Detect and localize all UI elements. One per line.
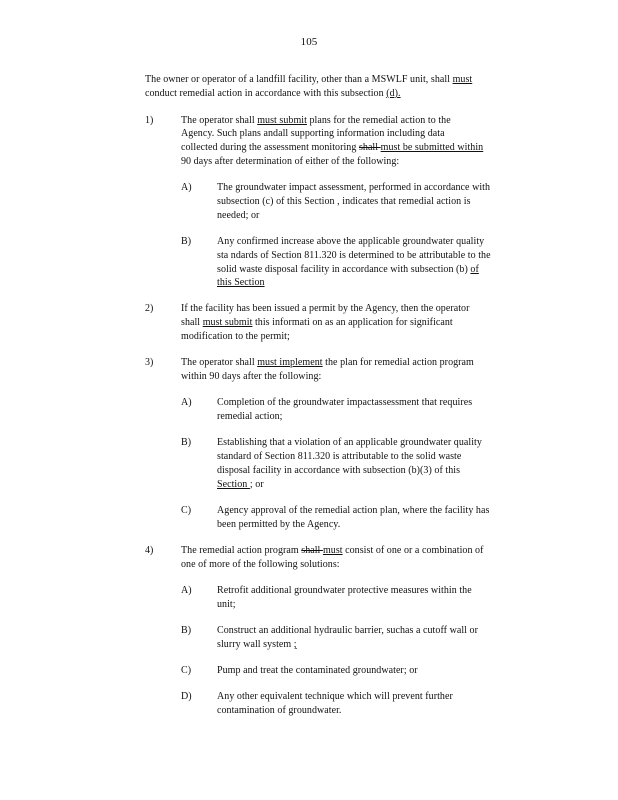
item-1a-line: The groundwater impact assessment, performed in accordance with — [217, 182, 491, 193]
item-1-label: 1) — [145, 115, 154, 126]
deleted-text: shall — [358, 142, 381, 153]
item-4b-line: Construct an additional hydraulic barrier, suchas a cutoff wall or — [217, 625, 478, 636]
item-2-label: 2) — [145, 303, 154, 314]
item-3a-line: Completion of the groundwater impactassessment that requires — [217, 397, 473, 408]
item-1-line — [181, 115, 451, 127]
inserted-text: of — [470, 264, 479, 275]
item-4c-line: Pump and treat the contaminated groundwater; or — [217, 665, 418, 676]
item-4b-label: B) — [181, 625, 192, 636]
item-text: collected during the assessment monitoring — [181, 142, 359, 153]
item-4-label: 4) — [145, 545, 154, 556]
item-3b-line — [217, 479, 264, 491]
item-3-label: 3) — [145, 357, 154, 368]
item-4-line — [181, 545, 483, 557]
item-1-line: 90 days after determination of either of the following: — [181, 156, 400, 167]
item-1a-line: subsection (c) of this Section , indicates that remedial action is — [217, 196, 471, 207]
item-4a-line: unit; — [217, 599, 236, 610]
item-4a-label: A) — [181, 585, 192, 596]
item-3-line — [181, 357, 474, 369]
item-3-line: within 90 days after the following: — [181, 371, 322, 382]
item-text: The operator shall — [181, 357, 258, 368]
item-3b-label: B) — [181, 437, 192, 448]
item-text: plans for the remedial action to the — [306, 115, 451, 126]
item-text: this informati on as an application for significant — [252, 317, 453, 328]
item-4d-line: Any other equivalent technique which will prevent further — [217, 691, 453, 702]
item-1a-label: A) — [181, 182, 192, 193]
item-text: ; or — [249, 479, 264, 490]
item-1b-line: this Section — [217, 277, 265, 288]
inserted-text: ; — [293, 639, 297, 650]
item-3b-line: standard of Section 811.320 is attributable to the solid waste — [217, 451, 462, 462]
item-text: The operator shall — [181, 115, 258, 126]
item-4-line: one of more of the following solutions: — [181, 559, 340, 570]
item-4d-line: contamination of groundwater. — [217, 705, 342, 716]
item-3c-line: been permitted by the Agency. — [217, 519, 341, 530]
item-2-line — [181, 317, 453, 329]
item-1a-line: needed; or — [217, 210, 260, 221]
item-3a-line: remedial action; — [217, 411, 283, 422]
item-1b-line: sta ndards of Section 811.320 is determined to be attributable to the — [217, 250, 491, 261]
inserted-text: must — [452, 74, 473, 85]
item-2-line: modification to the permit; — [181, 331, 290, 342]
item-1b-line — [217, 264, 479, 276]
item-text: the plan for remedial action program — [322, 357, 474, 368]
intro-text: The owner or operator of a landfill facility, other than a MSWLF unit, shall — [145, 74, 453, 85]
item-3b-line: Establishing that a violation of an applicable groundwater quality — [217, 437, 482, 448]
item-3c-line: Agency approval of the remedial action plan, where the facility has — [217, 505, 490, 516]
item-1-line: Agency. Such plans andall supporting information including data — [181, 128, 445, 139]
item-2-line: If the facility has been issued a permit by the Agency, then the operator — [181, 303, 470, 314]
item-text: solid waste disposal facility in accordance with subsection (b) — [217, 264, 471, 275]
inserted-text: must be submitted within — [380, 142, 484, 153]
item-3a-label: A) — [181, 397, 192, 408]
inserted-text: must implement — [257, 357, 323, 368]
deleted-text: shall — [301, 545, 323, 556]
item-1b-line: Any confirmed increase above the applicable groundwater quality — [217, 236, 485, 247]
page-number: 105 — [300, 36, 318, 48]
item-text: slurry wall system — [217, 639, 294, 650]
inserted-text: must submit — [257, 115, 307, 126]
intro-line-1 — [145, 74, 472, 86]
item-4a-line: Retrofit additional groundwater protective measures within the — [217, 585, 472, 596]
item-1b-label: B) — [181, 236, 192, 247]
item-text: consist of one or a combination of — [342, 545, 484, 556]
item-text: The remedial action program — [181, 545, 302, 556]
item-text: shall — [181, 317, 203, 328]
item-3c-label: C) — [181, 505, 192, 516]
item-4b-line — [217, 639, 297, 651]
item-4c-label: C) — [181, 665, 192, 676]
item-3b-line: disposal facility in accordance with subsection (b)(3) of this — [217, 465, 461, 476]
inserted-text: (d). — [386, 88, 401, 99]
intro-text: conduct remedial action in accordance with this subsection — [145, 88, 387, 99]
inserted-text: Section — [217, 479, 250, 490]
item-1-line — [181, 142, 483, 154]
intro-line-2 — [145, 88, 401, 100]
inserted-text: must submit — [202, 317, 253, 328]
item-4d-label: D) — [181, 691, 192, 702]
inserted-text: must — [322, 545, 343, 556]
